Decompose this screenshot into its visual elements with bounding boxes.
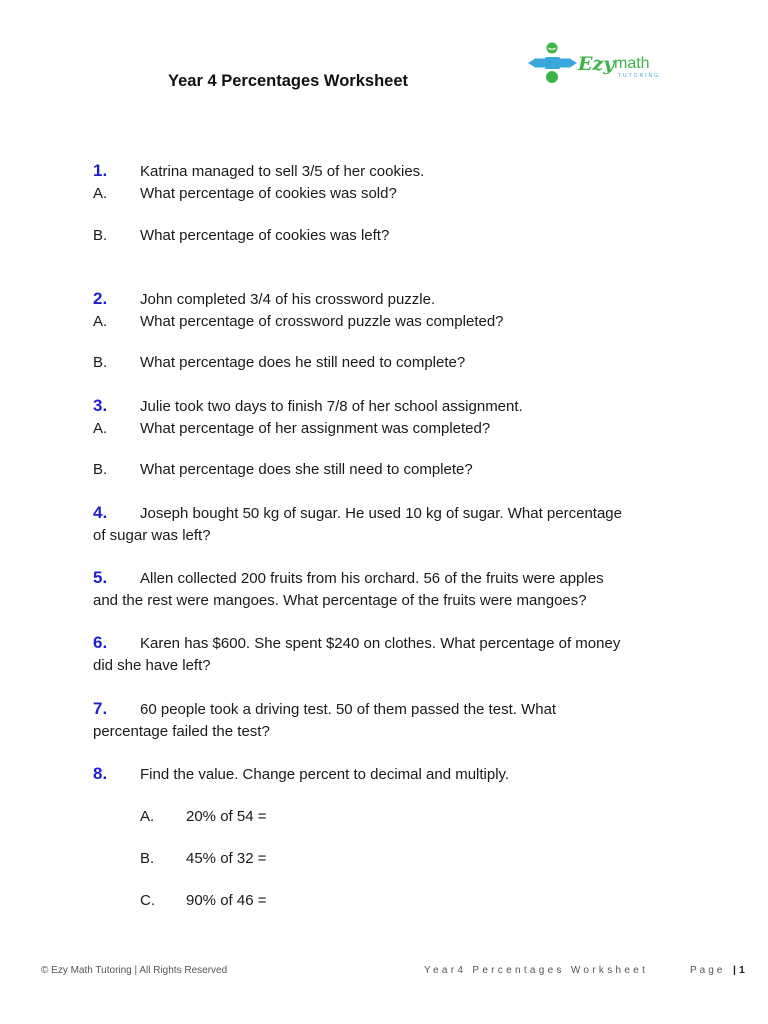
part-text: What percentage does he still need to complete? xyxy=(140,354,466,371)
question-number: 8. xyxy=(93,764,108,783)
svg-text:Ezy: Ezy xyxy=(578,53,615,75)
question-text: Find the value. Change percent to decimal and multiply. xyxy=(140,766,510,783)
question-text: Julie took two days to finish 7/8 of her school assignment. xyxy=(140,398,523,415)
question-number: 1. xyxy=(93,161,108,180)
footer-page-label: Page xyxy=(690,965,726,976)
question-number: 7. xyxy=(93,699,108,718)
part-text: What percentage of crossword puzzle was completed? xyxy=(140,313,504,330)
footer-copyright: © Ezy Math Tutoring | All Rights Reserved xyxy=(41,965,228,976)
footer-doc-title: Year4 Percentages Worksheet xyxy=(424,965,649,976)
part-text: What percentage of cookies was sold? xyxy=(140,185,397,202)
question-text: Joseph bought 50 kg of sugar. He used 10 kg of sugar. What percentage xyxy=(140,505,622,522)
part-label: A. xyxy=(93,185,108,202)
svg-text:math: math xyxy=(614,55,650,72)
page-title: Year 4 Percentages Worksheet xyxy=(168,72,408,90)
item-label: C. xyxy=(140,892,155,909)
question-text: Karen has $600. She spent $240 on clothes. What percentage of money xyxy=(140,635,621,652)
question-text: 60 people took a driving test. 50 of them passed the test. What xyxy=(140,701,557,718)
item-text: 20% of 54 = xyxy=(186,808,267,825)
svg-text:TUTORING: TUTORING xyxy=(618,73,661,79)
question-text: John completed 3/4 of his crossword puzzle. xyxy=(140,291,436,308)
question-number: 2. xyxy=(93,289,108,308)
question-text-continued: percentage failed the test? xyxy=(93,723,270,740)
question-text: Katrina managed to sell 3/5 of her cookies. xyxy=(140,163,425,180)
item-label: B. xyxy=(140,850,155,867)
question-number: 5. xyxy=(93,568,108,587)
question-text: Allen collected 200 fruits from his orchard. 56 of the fruits were apples xyxy=(140,570,604,587)
item-label: A. xyxy=(140,808,155,825)
footer-page-number: 1 xyxy=(739,964,745,976)
part-label: A. xyxy=(93,313,108,330)
part-text: What percentage of cookies was left? xyxy=(140,227,390,244)
item-text: 90% of 46 = xyxy=(186,892,267,909)
footer-separator: | xyxy=(733,964,736,976)
part-text: What percentage does she still need to complete? xyxy=(140,461,473,478)
question-text-continued: and the rest were mangoes. What percentage of the fruits were mangoes? xyxy=(93,592,587,609)
question-number: 3. xyxy=(93,396,108,415)
question-text-continued: of sugar was left? xyxy=(93,527,211,544)
part-label: B. xyxy=(93,227,108,244)
question-text-continued: did she have left? xyxy=(93,657,211,674)
ezymath-logo xyxy=(526,40,676,86)
part-label: B. xyxy=(93,461,108,478)
part-label: B. xyxy=(93,354,108,371)
part-label: A. xyxy=(93,420,108,437)
question-number: 6. xyxy=(93,633,108,652)
question-number: 4. xyxy=(93,503,108,522)
item-text: 45% of 32 = xyxy=(186,850,267,867)
part-text: What percentage of her assignment was completed? xyxy=(140,420,491,437)
